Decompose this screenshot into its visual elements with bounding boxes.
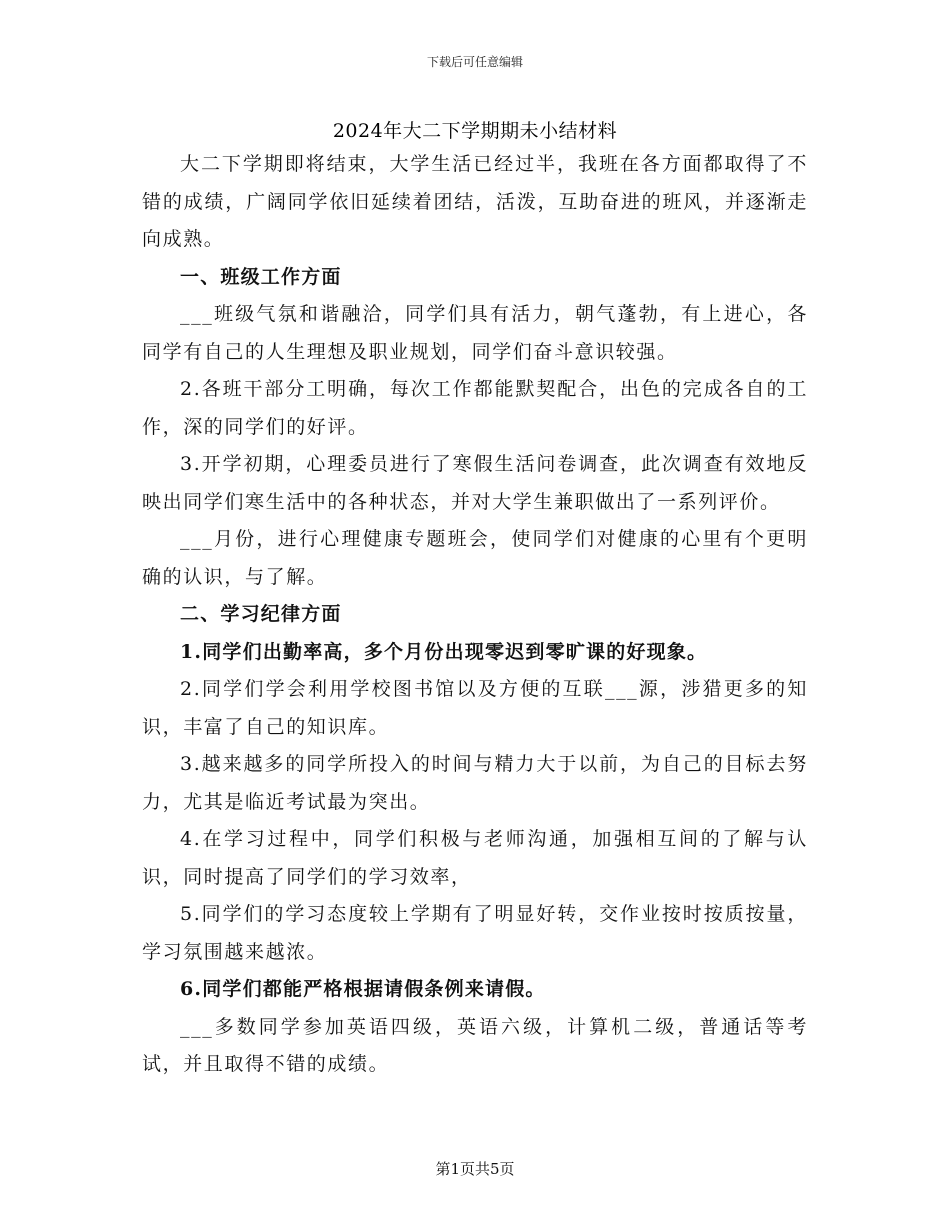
paragraph-bold: 1.同学们出勤率高，多个月份出现零迟到零旷课的好现象。: [180, 640, 708, 663]
document-body: [142, 146, 808, 1084]
paragraph: 2.同学们学会利用学校图书馆以及方便的互联___源，涉猎更多的知识，丰富了自己的知识库。: [142, 678, 808, 738]
document-title: 2024年大二下学期期未小结材料: [332, 120, 618, 142]
paragraph: ___班级气氛和谐融洽，同学们具有活力，朝气蓬勃，有上进心，各同学有自己的人生理想及职业规划，同学们奋斗意识较强。: [142, 303, 808, 363]
header-note: 下载后可任意编辑: [426, 55, 523, 69]
paragraph: 5.同学们的学习态度较上学期有了明显好转，交作业按时按质按量，学习氛围越来越浓。: [142, 903, 808, 963]
paragraph: ___多数同学参加英语四级，英语六级，计算机二级，普通话等考试，并且取得不错的成绩。: [142, 1015, 808, 1075]
paragraph: 3.开学初期，心理委员进行了寒假生活问卷调查，此次调查有效地反映出同学们寒生活中的各种状态，并对大学生兼职做出了一系列评价。: [142, 453, 808, 513]
paragraph: 4.在学习过程中，同学们积极与老师沟通，加强相互间的了解与认识，同时提高了同学们的学习效率，: [142, 828, 808, 888]
paragraph: 3.越来越多的同学所投入的时间与精力大于以前，为自己的目标去努力，尤其是临近考试最为突出。: [142, 753, 808, 813]
paragraph: ___月份，进行心理健康专题班会，使同学们对健康的心里有个更明确的认识，与了解。: [142, 528, 808, 588]
page-footer: 第1页共5页: [435, 1160, 515, 1178]
paragraph-intro: 大二下学期即将结束，大学生活已经过半，我班在各方面都取得了不错的成绩，广阔同学依旧延续着团结，活泼，互助奋进的班风，并逐渐走向成熟。: [142, 153, 808, 250]
section-heading-class-work: 一、班级工作方面: [180, 265, 342, 288]
section-heading-study-discipline: 二、学习纪律方面: [180, 603, 342, 625]
paragraph: 2.各班干部分工明确，每次工作都能默契配合，出色的完成各自的工作，深的同学们的好评。: [142, 378, 808, 438]
paragraph-bold: 6.同学们都能严格根据请假条例来请假。: [180, 978, 546, 1000]
